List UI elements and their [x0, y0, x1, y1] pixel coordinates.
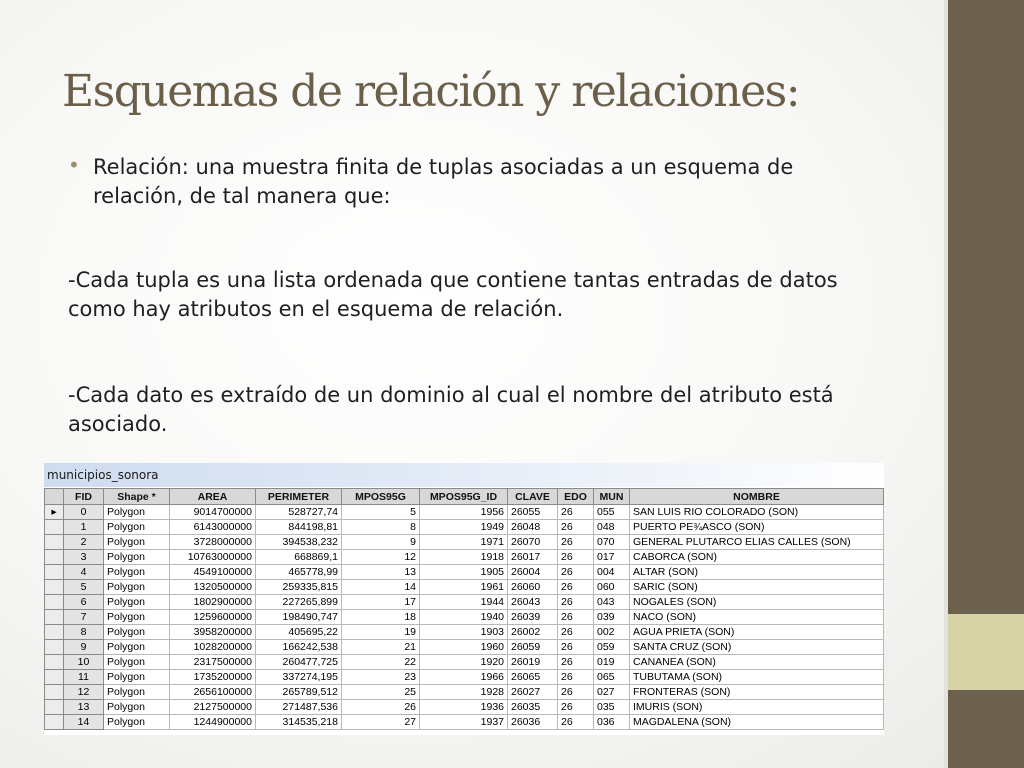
table-cell[interactable]: 048 — [594, 520, 630, 535]
column-header-perimeter[interactable]: PERIMETER — [256, 489, 342, 505]
table-cell[interactable]: 26017 — [508, 550, 558, 565]
table-cell[interactable]: 1940 — [420, 610, 508, 625]
table-cell[interactable]: Polygon — [104, 640, 170, 655]
column-header-mpos95g-id[interactable]: MPOS95G_ID — [420, 489, 508, 505]
table-cell[interactable]: 26 — [558, 580, 594, 595]
table-cell[interactable]: 668869,1 — [256, 550, 342, 565]
column-header-edo[interactable]: EDO — [558, 489, 594, 505]
table-row[interactable] — [45, 685, 884, 700]
table-cell[interactable]: 26065 — [508, 670, 558, 685]
table-cell[interactable]: 3 — [64, 550, 104, 565]
table-cell[interactable]: 14 — [64, 715, 104, 730]
table-cell[interactable]: 26 — [558, 505, 594, 520]
table-cell[interactable]: 4549100000 — [170, 565, 256, 580]
table-cell[interactable]: 035 — [594, 700, 630, 715]
row-selector[interactable] — [45, 670, 64, 685]
table-cell[interactable]: 065 — [594, 670, 630, 685]
table-cell[interactable]: ALTAR (SON) — [630, 565, 884, 580]
table-cell[interactable]: 1905 — [420, 565, 508, 580]
table-cell[interactable]: 21 — [342, 640, 420, 655]
table-cell[interactable]: 26002 — [508, 625, 558, 640]
row-selector[interactable] — [45, 565, 64, 580]
table-cell[interactable]: 26060 — [508, 580, 558, 595]
bullet-item — [68, 153, 848, 211]
table-cell[interactable]: CABORCA (SON) — [630, 550, 884, 565]
table-cell[interactable]: 002 — [594, 625, 630, 640]
table-cell[interactable]: 405695,22 — [256, 625, 342, 640]
table-cell[interactable]: 059 — [594, 640, 630, 655]
table-cell[interactable]: PUERTO PE¾ASCO (SON) — [630, 520, 884, 535]
table-cell[interactable]: 9 — [64, 640, 104, 655]
table-cell[interactable]: 1259600000 — [170, 610, 256, 625]
table-cell[interactable]: 1949 — [420, 520, 508, 535]
table-cell[interactable]: 844198,81 — [256, 520, 342, 535]
table-cell[interactable]: TUBUTAMA (SON) — [630, 670, 884, 685]
table-cell[interactable]: 4 — [64, 565, 104, 580]
table-cell[interactable]: FRONTERAS (SON) — [630, 685, 884, 700]
table-cell[interactable]: Polygon — [104, 655, 170, 670]
table-cell[interactable]: 017 — [594, 550, 630, 565]
row-selector[interactable] — [45, 685, 64, 700]
bullet-dot-icon: • — [68, 153, 80, 177]
row-selector[interactable] — [45, 610, 64, 625]
column-header-nombre[interactable]: NOMBRE — [630, 489, 884, 505]
table-cell[interactable]: 12 — [64, 685, 104, 700]
table-cell[interactable]: GENERAL PLUTARCO ELIAS CALLES (SON) — [630, 535, 884, 550]
table-cell[interactable]: 27 — [342, 715, 420, 730]
table-cell[interactable]: 9014700000 — [170, 505, 256, 520]
column-header-clave[interactable]: CLAVE — [508, 489, 558, 505]
table-cell[interactable]: 019 — [594, 655, 630, 670]
table-cell[interactable]: 1903 — [420, 625, 508, 640]
column-header-mpos95g[interactable]: MPOS95G — [342, 489, 420, 505]
table-cell[interactable]: Polygon — [104, 520, 170, 535]
table-cell[interactable]: 8 — [342, 520, 420, 535]
row-selector-header[interactable] — [45, 489, 64, 505]
table-row[interactable] — [45, 640, 884, 655]
table-cell[interactable]: 1961 — [420, 580, 508, 595]
table-cell[interactable]: 25 — [342, 685, 420, 700]
row-selector[interactable] — [45, 700, 64, 715]
table-cell[interactable]: 6143000000 — [170, 520, 256, 535]
table-row[interactable] — [45, 610, 884, 625]
table-cell[interactable]: IMURIS (SON) — [630, 700, 884, 715]
table-cell[interactable]: 26039 — [508, 610, 558, 625]
table-window-titlebar[interactable] — [44, 463, 884, 487]
table-cell[interactable]: 26 — [558, 625, 594, 640]
table-cell[interactable]: 26 — [558, 685, 594, 700]
table-cell[interactable]: 3728000000 — [170, 535, 256, 550]
attribute-table — [44, 488, 884, 730]
table-row[interactable] — [45, 505, 884, 520]
table-cell[interactable]: 26035 — [508, 700, 558, 715]
table-cell[interactable]: 1928 — [420, 685, 508, 700]
table-cell[interactable]: Polygon — [104, 715, 170, 730]
table-cell[interactable]: 394538,232 — [256, 535, 342, 550]
bullet-text: Relación: una muestra finita de tuplas asociadas a un esquema de relación, de tal manera que: — [93, 155, 794, 208]
table-cell[interactable]: 6 — [64, 595, 104, 610]
table-row[interactable] — [45, 565, 884, 580]
table-cell[interactable]: Polygon — [104, 610, 170, 625]
table-cell[interactable]: 1918 — [420, 550, 508, 565]
table-cell[interactable]: 2317500000 — [170, 655, 256, 670]
table-row[interactable] — [45, 535, 884, 550]
table-cell[interactable]: 1960 — [420, 640, 508, 655]
table-cell[interactable]: 314535,218 — [256, 715, 342, 730]
table-cell[interactable]: 1944 — [420, 595, 508, 610]
sidebar-accent-band — [948, 614, 1024, 690]
table-cell[interactable]: 26027 — [508, 685, 558, 700]
table-cell[interactable]: 198490,747 — [256, 610, 342, 625]
column-header-shape[interactable]: Shape * — [104, 489, 170, 505]
table-row[interactable] — [45, 670, 884, 685]
table-cell[interactable]: 18 — [342, 610, 420, 625]
table-cell[interactable]: Polygon — [104, 670, 170, 685]
table-cell[interactable]: 26 — [342, 700, 420, 715]
table-cell[interactable]: 036 — [594, 715, 630, 730]
table-cell[interactable]: 11 — [64, 670, 104, 685]
table-cell[interactable]: 9 — [342, 535, 420, 550]
table-cell[interactable]: SAN LUIS RIO COLORADO (SON) — [630, 505, 884, 520]
row-selector[interactable] — [45, 655, 64, 670]
table-cell[interactable]: 1920 — [420, 655, 508, 670]
table-cell[interactable]: Polygon — [104, 535, 170, 550]
table-cell[interactable]: 0 — [64, 505, 104, 520]
table-row[interactable] — [45, 655, 884, 670]
table-cell[interactable]: 260477,725 — [256, 655, 342, 670]
table-cell[interactable]: 227265,899 — [256, 595, 342, 610]
row-selector[interactable] — [45, 715, 64, 730]
table-cell[interactable]: 26 — [558, 565, 594, 580]
table-cell[interactable]: 13 — [64, 700, 104, 715]
table-cell[interactable]: 10763000000 — [170, 550, 256, 565]
table-cell[interactable]: 5 — [342, 505, 420, 520]
table-cell[interactable]: 17 — [342, 595, 420, 610]
row-selector[interactable] — [45, 595, 64, 610]
column-header-mun[interactable]: MUN — [594, 489, 630, 505]
table-row[interactable] — [45, 700, 884, 715]
row-selector[interactable] — [45, 625, 64, 640]
table-cell[interactable]: 528727,74 — [256, 505, 342, 520]
table-cell[interactable]: NACO (SON) — [630, 610, 884, 625]
table-cell[interactable]: 26048 — [508, 520, 558, 535]
table-cell[interactable]: 26055 — [508, 505, 558, 520]
table-cell[interactable]: Polygon — [104, 685, 170, 700]
row-selector[interactable] — [45, 640, 64, 655]
table-cell[interactable]: CANANEA (SON) — [630, 655, 884, 670]
column-header-fid[interactable]: FID — [64, 489, 104, 505]
table-cell[interactable]: 26 — [558, 595, 594, 610]
table-cell[interactable]: 070 — [594, 535, 630, 550]
table-cell[interactable]: 043 — [594, 595, 630, 610]
table-cell[interactable]: 5 — [64, 580, 104, 595]
table-cell[interactable]: 337274,195 — [256, 670, 342, 685]
table-cell[interactable]: 26059 — [508, 640, 558, 655]
table-cell[interactable]: 166242,538 — [256, 640, 342, 655]
table-cell[interactable]: Polygon — [104, 565, 170, 580]
table-cell[interactable]: 26 — [558, 610, 594, 625]
table-cell[interactable]: 1971 — [420, 535, 508, 550]
table-cell[interactable]: 13 — [342, 565, 420, 580]
table-cell[interactable]: NOGALES (SON) — [630, 595, 884, 610]
table-cell[interactable]: 8 — [64, 625, 104, 640]
table-cell[interactable]: 26 — [558, 700, 594, 715]
table-window-title: municipios_sonora — [47, 468, 159, 482]
row-selector[interactable] — [45, 520, 64, 535]
table-cell[interactable]: 055 — [594, 505, 630, 520]
table-cell[interactable]: 1244900000 — [170, 715, 256, 730]
table-row[interactable] — [45, 550, 884, 565]
table-cell[interactable]: 265789,512 — [256, 685, 342, 700]
table-cell[interactable]: Polygon — [104, 595, 170, 610]
table-cell[interactable]: 26043 — [508, 595, 558, 610]
table-cell[interactable]: 1 — [64, 520, 104, 535]
table-cell[interactable]: 26019 — [508, 655, 558, 670]
table-cell[interactable]: 004 — [594, 565, 630, 580]
table-cell[interactable]: 465778,99 — [256, 565, 342, 580]
row-selector[interactable] — [45, 580, 64, 595]
table-cell[interactable]: Polygon — [104, 700, 170, 715]
table-cell[interactable]: 26 — [558, 535, 594, 550]
table-cell[interactable]: 271487,536 — [256, 700, 342, 715]
table-cell[interactable]: Polygon — [104, 505, 170, 520]
table-cell[interactable]: 26 — [558, 520, 594, 535]
table-cell[interactable]: 1966 — [420, 670, 508, 685]
table-cell[interactable]: 10 — [64, 655, 104, 670]
table-cell[interactable]: 26070 — [508, 535, 558, 550]
table-cell[interactable]: Polygon — [104, 625, 170, 640]
table-row[interactable] — [45, 580, 884, 595]
table-cell[interactable]: AGUA PRIETA (SON) — [630, 625, 884, 640]
table-cell[interactable]: 7 — [64, 610, 104, 625]
column-header-area[interactable]: AREA — [170, 489, 256, 505]
table-cell[interactable]: Polygon — [104, 550, 170, 565]
table-cell[interactable]: 23 — [342, 670, 420, 685]
paragraph-tuple: -Cada tupla es una lista ordenada que contiene tantas entradas de datos como hay atributos en el esquema de relación. — [68, 268, 838, 321]
table-cell[interactable]: 26 — [558, 655, 594, 670]
table-cell[interactable]: SANTA CRUZ (SON) — [630, 640, 884, 655]
table-cell[interactable]: 26004 — [508, 565, 558, 580]
table-header-row — [45, 489, 884, 505]
table-cell[interactable]: 22 — [342, 655, 420, 670]
table-cell[interactable]: 2 — [64, 535, 104, 550]
table-cell[interactable]: 12 — [342, 550, 420, 565]
table-cell[interactable]: 039 — [594, 610, 630, 625]
table-cell[interactable]: 1735200000 — [170, 670, 256, 685]
row-selector[interactable] — [45, 550, 64, 565]
table-cell[interactable]: 26036 — [508, 715, 558, 730]
attribute-table-window — [44, 463, 884, 735]
table-cell[interactable]: 027 — [594, 685, 630, 700]
slide-title: Esquemas de relación y relaciones: — [62, 66, 800, 117]
table-cell[interactable]: 26 — [558, 550, 594, 565]
table-cell[interactable]: 1802900000 — [170, 595, 256, 610]
table-cell[interactable]: 26 — [558, 670, 594, 685]
table-cell[interactable]: 259335,815 — [256, 580, 342, 595]
table-cell[interactable]: Polygon — [104, 580, 170, 595]
table-cell[interactable]: 19 — [342, 625, 420, 640]
table-cell[interactable]: 1320500000 — [170, 580, 256, 595]
table-cell[interactable]: 060 — [594, 580, 630, 595]
row-selector[interactable]: ▸ — [45, 505, 64, 520]
table-cell[interactable]: MAGDALENA (SON) — [630, 715, 884, 730]
table-cell[interactable]: 2127500000 — [170, 700, 256, 715]
table-cell[interactable]: 3958200000 — [170, 625, 256, 640]
table-row[interactable] — [45, 595, 884, 610]
table-cell[interactable]: 2656100000 — [170, 685, 256, 700]
table-cell[interactable]: 1956 — [420, 505, 508, 520]
table-cell[interactable]: 26 — [558, 640, 594, 655]
sidebar-divider — [944, 0, 948, 768]
table-cell[interactable]: 26 — [558, 715, 594, 730]
paragraph-domain: -Cada dato es extraído de un dominio al cual el nombre del atributo está asociado. — [68, 383, 834, 436]
table-cell[interactable]: 1936 — [420, 700, 508, 715]
table-cell[interactable]: 1937 — [420, 715, 508, 730]
table-cell[interactable]: 14 — [342, 580, 420, 595]
row-selector[interactable] — [45, 535, 64, 550]
table-cell[interactable]: SARIC (SON) — [630, 580, 884, 595]
table-row[interactable] — [45, 625, 884, 640]
table-cell[interactable]: 1028200000 — [170, 640, 256, 655]
table-row[interactable] — [45, 520, 884, 535]
table-row[interactable] — [45, 715, 884, 730]
